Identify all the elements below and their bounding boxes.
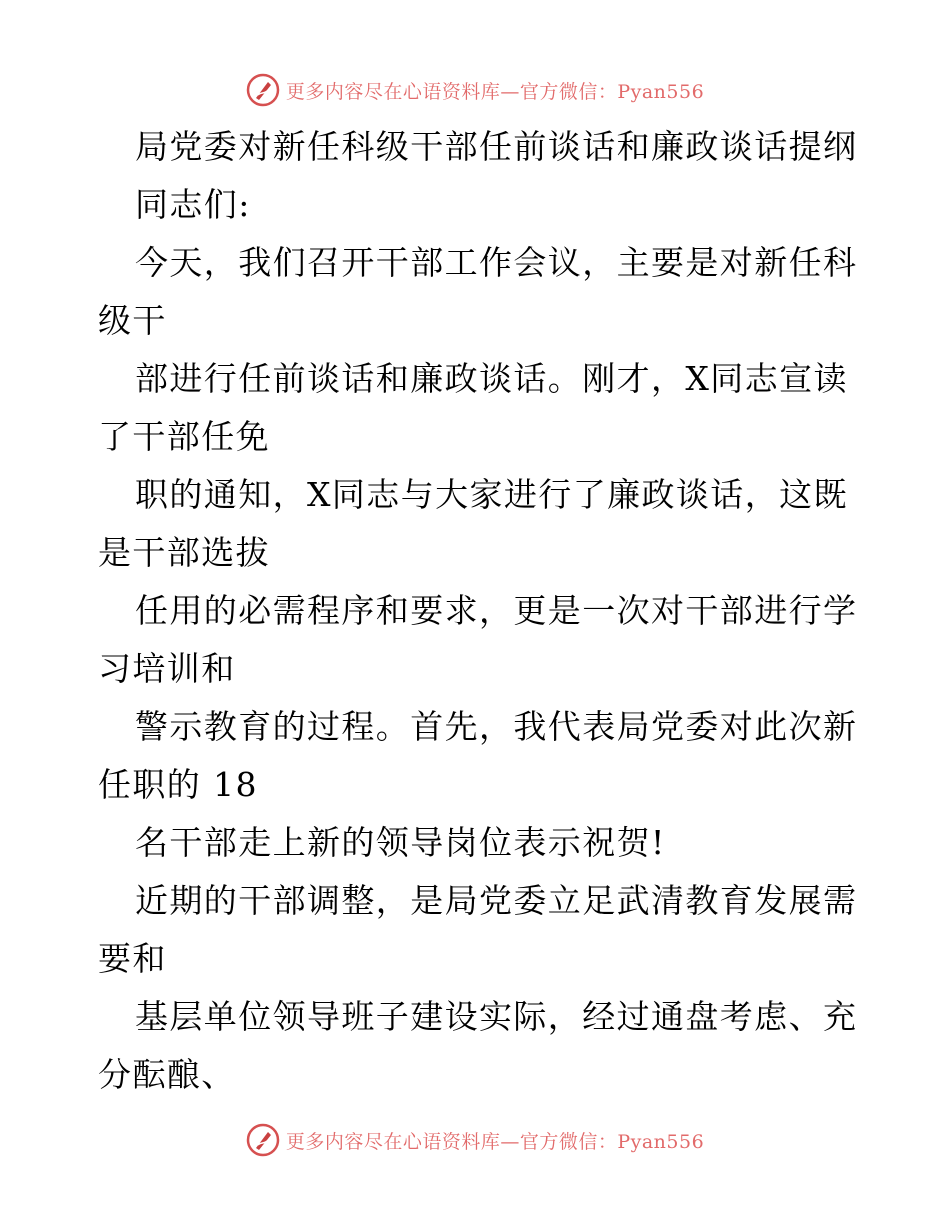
text-line: 分酝酿、 — [98, 1055, 236, 1094]
text-line: 级干 — [98, 301, 167, 340]
text-line: 是干部选拔 — [98, 533, 270, 572]
text-line: 了干部任免 — [98, 417, 270, 456]
text-line: 名干部走上新的领导岗位表示祝贺! — [135, 823, 666, 862]
text-line: 警示教育的过程。首先，我代表局党委对此次新 — [135, 707, 858, 746]
document-title: 局党委对新任科级干部任前谈话和廉政谈话提纲 — [135, 127, 858, 166]
text-line: 习培训和 — [98, 649, 236, 688]
text-line: 今天，我们召开干部工作会议，主要是对新任科 — [135, 243, 858, 282]
text-line: 任职的 18 — [98, 765, 258, 804]
text-line: 部进行任前谈话和廉政谈话。刚才，X同志宣读 — [135, 359, 848, 398]
text-line: 近期的干部调整，是局党委立足武清教育发展需 — [135, 881, 858, 920]
text-line: 任用的必需程序和要求，更是一次对干部进行学 — [135, 591, 858, 630]
document-body — [98, 118, 858, 1104]
text-line: 职的通知，X同志与大家进行了廉政谈话，这既 — [135, 475, 848, 514]
quill-logo-icon — [246, 1123, 280, 1157]
quill-logo-icon — [246, 73, 280, 107]
salutation: 同志们: — [135, 185, 251, 224]
text-line: 要和 — [98, 939, 167, 978]
banner-text: 更多内容尽在心语资料库—官方微信：Pyan556 — [285, 80, 705, 103]
text-line: 基层单位领导班子建设实际，经过通盘考虑、充 — [135, 997, 858, 1036]
footer-banner — [0, 1120, 950, 1160]
banner-text: 更多内容尽在心语资料库—官方微信：Pyan556 — [285, 1130, 705, 1153]
header-banner — [0, 70, 950, 110]
